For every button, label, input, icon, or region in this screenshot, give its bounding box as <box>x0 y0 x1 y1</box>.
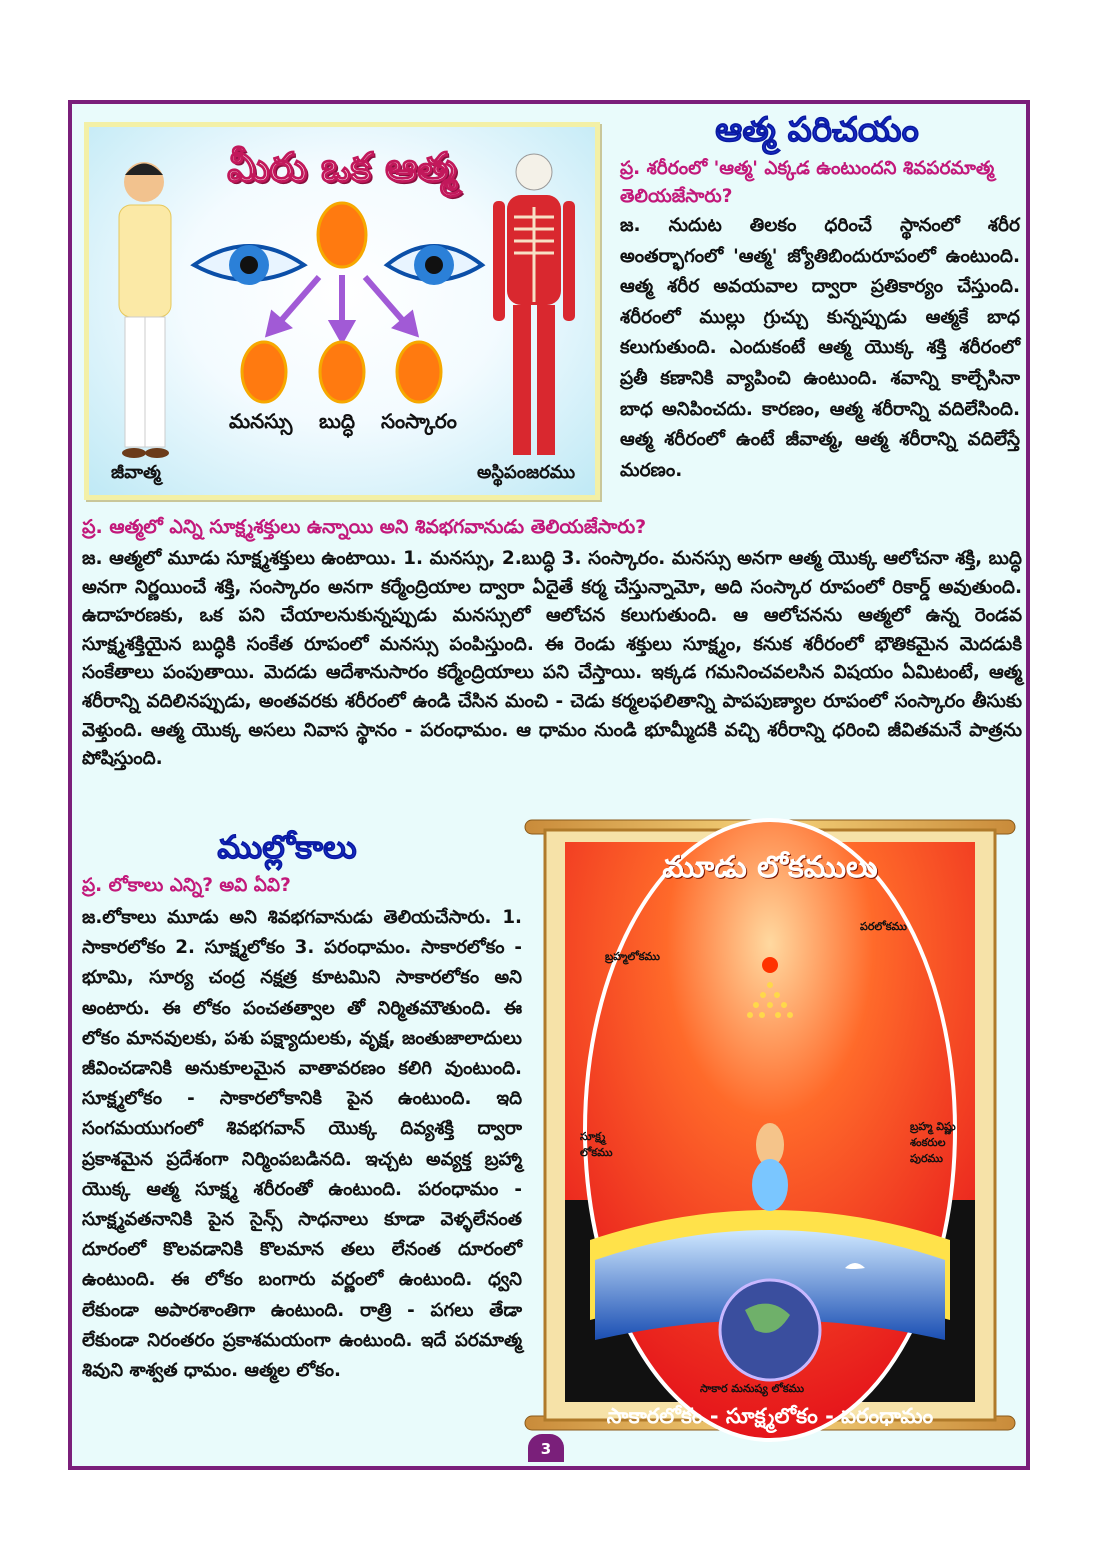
sanskar-egg-icon <box>397 342 441 402</box>
label-samskaram: సంస్కారం <box>381 409 457 433</box>
label-manassu: మనస్సు <box>229 409 293 433</box>
label-asthipanjaramu: అస్థిపంజరము <box>477 462 576 483</box>
section3-answer: జ.లోకాలు మూడు అని శివభగవానుడు తెలియచేసారు. 1. సాకారలోకం 2. సూక్ష్మలోకం 3. పరంధామం. సాకారలోకం - భూమి, సూర్య చంద్ర నక్షత్ర కూటమిని సాకారలోకం అని అంటారు. ఈ లోకం పంచతత్వాల తో నిర్మితమౌతుంది. ఈ లోకం మానవులకు, పశు పక్ష్యాదులకు, వృక్ష, జంతుజాలాదులు జీవించడానికి అనుకూలమైన వాతావరణం కలిగి వుంటుంది. సూక్ష్మలోకం - సాకారలోకానికి పైన ఉంటుంది. ఇది సంగమయుగంలో శివభగవాన్ యొక్క దివ్యశక్తి ద్వారా ప్రకాశమైన ప్రదేశంగా నిర్మింపబడినది. ఇచ్చట అవ్యక్త బ్రహ్మా యొక్క ఆత్మ సూక్ష్మ శరీరంతో ఉంటుంది. పరంధామం - సూక్ష్మవతనానికి పైన సైన్స్ సాధనాలు కూడా వెళ్ళలేనంత దూరంలో కొలవడానికి కొలమాన తలు లేనంత దూరంలో ఉంటుంది. ఈ లోకం బంగారు వర్ణంలో ఉంటుంది. ధ్వని లేకుండా అపారశాంతిగా ఉంటుంది. రాత్రి - పగలు తేడా లేకుండా నిరంతరం ప్రకాశమయంగా ఉంటుంది. ఇదే పరమాత్మ శివుని శాశ్వత ధామం. ఆత్మల లోకం. <box>82 907 522 1382</box>
section1-heading: ఆత్మ పరిచయం <box>715 110 919 150</box>
mind-egg-icon <box>242 342 286 402</box>
label-buddhi: బుద్ధి <box>319 409 356 433</box>
intellect-egg-icon <box>320 342 364 402</box>
section1-answer: జ. నుదుట తిలకం ధరించే స్థానంలో శరీర అంతర్భాగంలో 'ఆత్మ' జ్యోతిబిందురూపంలో ఉంటుంది. ఆత్మ శరీర అవయవాల ద్వారా ప్రతికార్యం చేస్తుంది. శరీరంలో ముల్లు గ్రుచ్చు కున్నప్పుడు ఆత్మకే బాధ కలుగుతుంది. ఎందుకంటే ఆత్మ యొక్క శక్తి శరీరంలో ప్రతీ కణానికి వ్యాపించి ఉంటుంది. శవాన్ని కాల్చేసినా బాధ అనిపించదు. కారణం, ఆత్మ శరీరాన్ని వదిలేసింది. ఆత్మ శరీరంలో ఉంటే జీవాత్మ, ఆత్మ శరీరాన్ని వదిలేస్తే మరణం. <box>620 215 1020 481</box>
label-paralokamu: పరలోకము <box>860 920 907 933</box>
section2-question: ప్ర. ఆత్మలో ఎన్ని సూక్ష్మశక్తులు ఉన్నాయి అని శివభగవానుడు తెలియజేసారు? <box>82 516 647 538</box>
label-brahma-lokamu: బ్రహ్మలోకము <box>605 950 660 963</box>
arrows <box>269 275 415 339</box>
label-jeevatma: జీవాత్మ <box>111 462 161 483</box>
eye-right-icon <box>387 245 482 285</box>
page-number: 3 <box>528 1434 564 1462</box>
eye-left-icon <box>194 245 304 285</box>
three-worlds-title: మూడు లోకములు <box>662 850 878 885</box>
label-sakara-manushya-lokamu: సాకార మనుష్య లోకము <box>700 1382 805 1395</box>
section1-question: ప్ర. శరీరంలో 'ఆత్మ' ఎక్కడ ఉంటుందని శివపరమాత్మ తెలియజేసారు? <box>620 158 995 207</box>
person-figure <box>119 162 171 458</box>
soul-point-icon <box>318 203 366 267</box>
soul-illustration <box>84 122 600 500</box>
illustration-title: మీరు ఒక ఆత్మ <box>227 145 457 191</box>
section3-heading: ముల్లోకాలు <box>217 828 357 866</box>
label-brahma-vishnu-shankarula-puri: బ్రహ్మ విష్ణు శంకరుల పురము <box>910 1120 956 1165</box>
section3-question: ప్ర. లోకాలు ఎన్ని? అవి ఏవి? <box>82 875 291 896</box>
label-sukshma-lokamu: సూక్ష్మ లోకము <box>580 1130 613 1159</box>
three-worlds-caption: సాకారలోకం - సూక్ష్మలోకం - పరంధామం <box>606 1404 934 1428</box>
section2-answer: జ. ఆత్మలో మూడు సూక్ష్మశక్తులు ఉంటాయి. 1. మనస్సు, 2.బుద్ధి 3. సంస్కారం. మనస్సు అనగా ఆత్మ యొక్క ఆలోచనా శక్తి, బుద్ధి అనగా నిర్ణయించే శక్తి, సంస్కారం అనగా కర్మేంద్రియాల ద్వారా ఏదైతే కర్మ చేస్తున్నామో, అది సంస్కార రూపంలో రికార్డ్ అవుతుంది. ఉదాహరణకు, ఒక పని చేయాలనుకున్నప్పుడు మనస్సులో ఆలోచన కలుగుతుంది. ఆ ఆలోచనను ఆత్మలో ఉన్న రెండవ సూక్ష్మశక్తియైన బుద్ధికి సంకేత రూపంలో మనస్సు పంపిస్తుంది. ఈ రెండు శక్తులు సూక్ష్మం, కనుక శరీరంలో భౌతికమైన మెదడుకి సంకేతాలు పంపుతాయి. మెదడు ఆదేశానుసారం కర్మేంద్రియాలు పని చేస్తాయి. ఇక్కడ గమనించవలసిన విషయం ఏమిటంటే, ఆత్మ శరీరాన్ని వదిలినప్పుడు, అంతవరకు శరీరంలో ఉండి చేసిన మంచి - చెడు కర్మలఫలితాన్ని పాపపుణ్యాల రూపంలో సంస్కారం తీసుకు వెళ్తుంది. ఆత్మ యొక్క అసలు నివాస స్థానం - పరంధామం. ఆ ధామం నుండి భూమ్మీదకి వచ్చి శరీరాన్ని ధరించి జీవితమనే పాత్రను పోషిస్తుంది. <box>82 548 1022 770</box>
three-worlds-picture <box>520 800 1020 1450</box>
